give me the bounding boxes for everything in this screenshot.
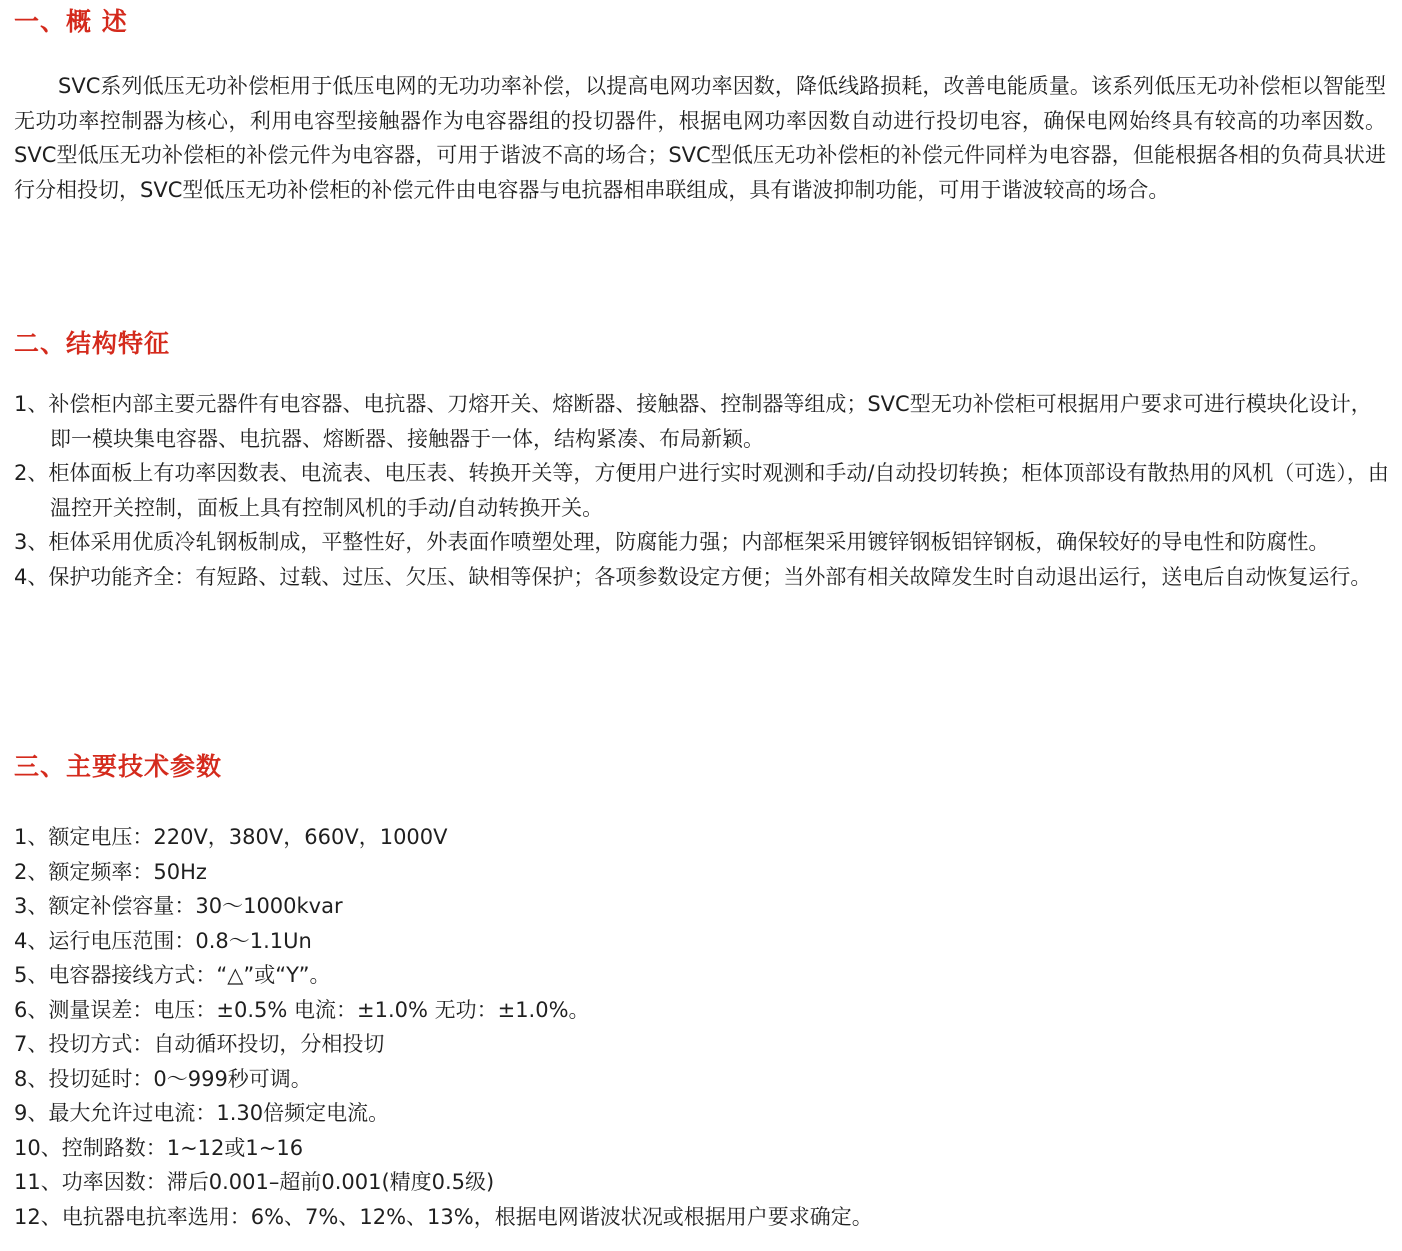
list-item: 2、柜体面板上有功率因数表、电流表、电压表、转换开关等，方便用户进行实时观测和手动/自动投切转换；柜体顶部设有散热用的风机（可选），由温控开关控制，面板上具有控制风机的手动/自动转换开关。: [14, 461, 1389, 520]
section-title-structure: 二、结构特征: [14, 329, 171, 358]
section-title-parameters: 三、主要技术参数: [14, 752, 223, 781]
list-item: 1、补偿柜内部主要元器件有电容器、电抗器、刀熔开关、熔断器、接触器、控制器等组成；SVC型无功补偿柜可根据用户要求可进行模块化设计，即一模块集电容器、电抗器、熔断器、接触器于一体，结构紧凑、布局新颖。: [14, 392, 1372, 451]
list-item: 6、测量误差：电压：±0.5% 电流：±1.0% 无功：±1.0%。: [14, 997, 590, 1022]
list-item: 5、电容器接线方式：“△”或“Y”。: [14, 963, 331, 987]
parameters-list: [14, 820, 1392, 1234]
list-item: 10、控制路数：1~12或1~16: [14, 1135, 304, 1160]
list-item: 2、额定频率：50Hz: [14, 859, 207, 884]
list-item: 8、投切延时：0～999秒可调。: [14, 1066, 312, 1091]
overview-paragraph: SVC系列低压无功补偿柜用于低压电网的无功功率补偿，以提高电网功率因数，降低线路损耗，改善电能质量。该系列低压无功补偿柜以智能型无功功率控制器为核心，利用电容型接触器作为电容器组的投切器件，根据电网功率因数自动进行投切电容，确保电网始终具有较高的功率因数。SVC型低压无功补偿柜的补偿元件为电容器，可用于谐波不高的场合；SVC型低压无功补偿柜的补偿元件同样为电容器，但能根据各相的负荷具状进行分相投切，SVC型低压无功补偿柜的补偿元件由电容器与电抗器相串联组成，具有谐波抑制功能，可用于谐波较高的场合。: [14, 74, 1386, 202]
structure-list: [14, 387, 1392, 594]
list-item: 1、额定电压：220V，380V，660V，1000V: [14, 825, 448, 849]
list-item: 9、最大允许过电流：1.30倍频定电流。: [14, 1101, 390, 1125]
section-title-overview: 一、概 述: [14, 7, 128, 36]
list-item: 3、柜体采用优质冷轧钢板制成，平整性好，外表面作喷塑处理，防腐能力强；内部框架采用镀锌钢板铝锌钢板，确保较好的导电性和防腐性。: [14, 530, 1330, 554]
list-item: 7、投切方式：自动循环投切，分相投切: [14, 1032, 385, 1056]
list-item: 4、保护功能齐全：有短路、过载、过压、欠压、缺相等保护；各项参数设定方便；当外部有相关故障发生时自动退出运行，送电后自动恢复运行。: [14, 564, 1372, 589]
list-item: 3、额定补偿容量：30～1000kvar: [14, 894, 343, 918]
list-item: 11、功率因数：滞后0.001–超前0.001(精度0.5级): [14, 1170, 495, 1194]
list-item: 12、电抗器电抗率选用：6%、7%、12%、13%，根据电网谐波状况或根据用户要求确定。: [14, 1204, 873, 1229]
list-item: 4、运行电压范围：0.8～1.1Un: [14, 928, 312, 953]
